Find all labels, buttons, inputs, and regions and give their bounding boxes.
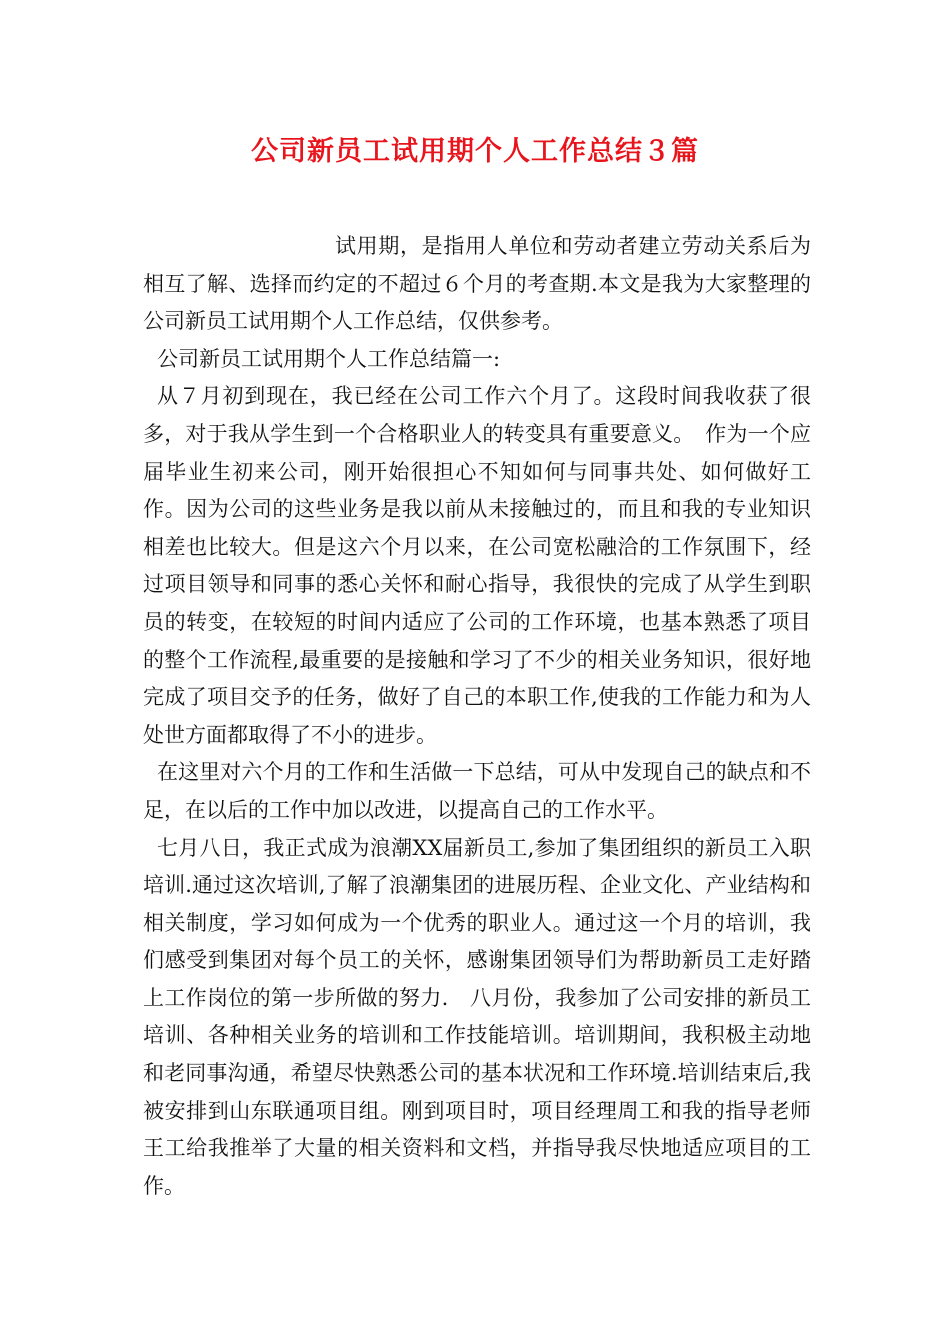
document-body	[143, 228, 811, 1205]
document-title: 公司新员工试用期个人工作总结３篇	[251, 136, 699, 167]
intro-paragraph: 试用期，是指用人单位和劳动者建立劳动关系后为相互了解、选择而约定的不超过６个月的考查期.本文是我为大家整理的公司新员工试用期个人工作总结，仅供参考。	[143, 234, 811, 334]
body-paragraph: 七月八日，我正式成为浪潮XX届新员工,参加了集团组织的新员工入职培训.通过这次培训,了解了浪潮集团的进展历程、企业文化、产业结构和相关制度，学习如何成为一个优秀的职业人。通过这一个月的培训，我们感受到集团对每个员工的关怀，感谢集团领导们为帮助新员工走好踏上工作岗位的第一步所做的努力. 八月份，我参加了公司安排的新员工培训、各种相关业务的培训和工作技能培训。培训期间，我积极主动地和老同事沟通，希望尽快熟悉公司的基本状况和工作环境.培训结束后,我被安排到山东联通项目组。刚到项目时，项目经理周工和我的指导老师王工给我推举了大量的相关资料和文档，并指导我尽快地适应项目的工作。	[143, 835, 811, 1198]
section-heading: 公司新员工试用期个人工作总结篇一:	[157, 346, 501, 371]
body-paragraph: 从７月初到现在，我已经在公司工作六个月了。这段时间我收获了很多，对于我从学生到一个合格职业人的转变具有重要意义。 作为一个应届毕业生初来公司，刚开始很担心不知如何与同事共处、如何做好工作。因为公司的这些业务是我以前从未接触过的，而且和我的专业知识相差也比较大。但是这六个月以来，在公司宽松融洽的工作氛围下，经过项目领导和同事的悉心关怀和耐心指导，我很快的完成了从学生到职员的转变，在较短的时间内适应了公司的工作环境，也基本熟悉了项目的整个工作流程,最重要的是接触和学习了不少的相关业务知识，很好地完成了项目交予的任务，做好了自己的本职工作,使我的工作能力和为人处世方面都取得了不小的进步。	[143, 384, 811, 747]
body-paragraph: 在这里对六个月的工作和生活做一下总结，可从中发现自己的缺点和不足，在以后的工作中加以改进，以提高自己的工作水平。	[143, 760, 811, 822]
